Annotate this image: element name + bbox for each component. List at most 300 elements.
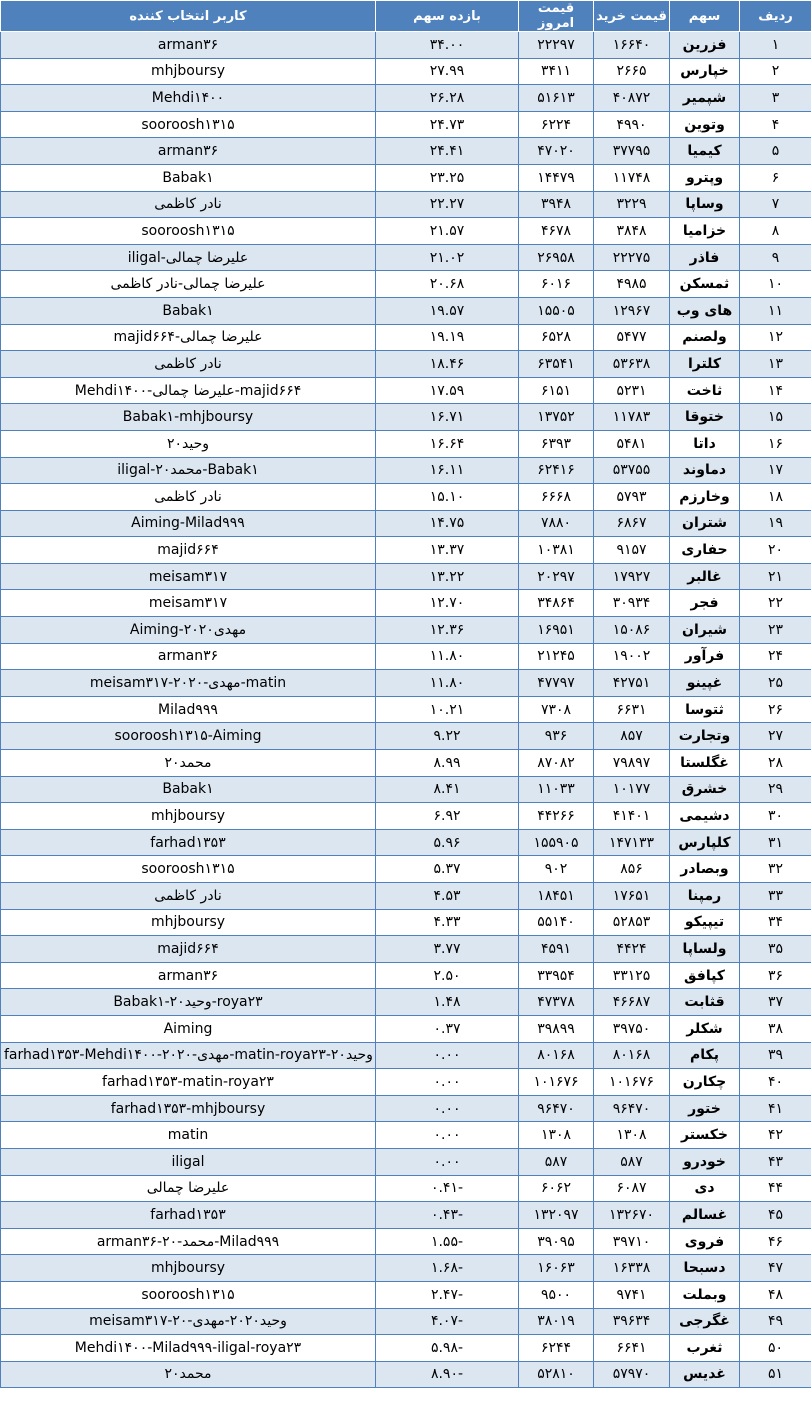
buy-price-cell: ۷۹۸۹۷ (594, 750, 670, 777)
return-cell: ۱۰.۲۱ (376, 696, 519, 723)
buy-price-cell: ۱۹۰۰۲ (594, 643, 670, 670)
symbol-cell: کلترا (670, 351, 740, 378)
return-cell: ۸.۹۹ (376, 750, 519, 777)
header-today-price: قیمت امروز (519, 1, 594, 32)
today-price-cell: ۴۷۰۲۰ (519, 138, 594, 165)
return-cell: ۰.۰۰ (376, 1095, 519, 1122)
table-row (1, 1069, 811, 1096)
table-row (1, 111, 811, 138)
today-price-cell: ۶۳۵۴۱ (519, 351, 594, 378)
buy-price-cell: ۶۰۸۷ (594, 1175, 670, 1202)
symbol-cell: ثغرب (670, 1335, 740, 1362)
table-row (1, 1281, 811, 1308)
rank-cell: ۲۷ (740, 723, 811, 750)
return-cell: ۵.۳۷ (376, 856, 519, 883)
table-row (1, 218, 811, 245)
user-cell: Aiming-Milad۹۹۹ (1, 510, 376, 537)
rank-cell: ۴ (740, 111, 811, 138)
return-cell: -۰.۴۱ (376, 1175, 519, 1202)
table-row (1, 856, 811, 883)
table-row (1, 670, 811, 697)
symbol-cell: شپمیر (670, 85, 740, 112)
return-cell: ۱۶.۶۴ (376, 430, 519, 457)
user-cell: Mehdi۱۴۰۰-Milad۹۹۹-iligal-roya۲۳ (1, 1335, 376, 1362)
return-cell: ۱۳.۲۲ (376, 563, 519, 590)
symbol-cell: پکام (670, 1042, 740, 1069)
table-row (1, 510, 811, 537)
buy-price-cell: ۵۷۹۳ (594, 484, 670, 511)
symbol-cell: غگرجی (670, 1308, 740, 1335)
symbol-cell: ختوقا (670, 404, 740, 431)
buy-price-cell: ۱۷۶۵۱ (594, 883, 670, 910)
user-cell: Aiming-مهدی۲۰۲۰ (1, 617, 376, 644)
today-price-cell: ۹۰۲ (519, 856, 594, 883)
rank-cell: ۱۸ (740, 484, 811, 511)
table-row (1, 351, 811, 378)
symbol-cell: ولصنم (670, 324, 740, 351)
buy-price-cell: ۵۷۹۷۰ (594, 1361, 670, 1388)
table-row (1, 1175, 811, 1202)
buy-price-cell: ۱۳۲۶۷۰ (594, 1202, 670, 1229)
table-row (1, 271, 811, 298)
user-cell: نادر کاظمی (1, 191, 376, 218)
return-cell: ۲۱.۵۷ (376, 218, 519, 245)
rank-cell: ۱۲ (740, 324, 811, 351)
user-cell: Babak۱ (1, 297, 376, 324)
user-cell: sooroosh۱۳۱۵ (1, 856, 376, 883)
return-cell: ۴.۵۳ (376, 883, 519, 910)
table-row (1, 32, 811, 59)
user-cell: majid۶۶۴ (1, 537, 376, 564)
symbol-cell: داتا (670, 430, 740, 457)
rank-cell: ۴۲ (740, 1122, 811, 1149)
buy-price-cell: ۹۱۵۷ (594, 537, 670, 564)
user-cell: meisam۳۱۷-۲۰۲۰-مهدی-matin (1, 670, 376, 697)
symbol-cell: ختور (670, 1095, 740, 1122)
table-row (1, 457, 811, 484)
today-price-cell: ۱۴۴۷۹ (519, 164, 594, 191)
buy-price-cell: ۱۲۹۶۷ (594, 297, 670, 324)
table-row (1, 484, 811, 511)
return-cell: ۲۴.۴۱ (376, 138, 519, 165)
today-price-cell: ۵۵۱۴۰ (519, 909, 594, 936)
return-cell: ۲۳.۲۵ (376, 164, 519, 191)
buy-price-cell: ۱۵۰۸۶ (594, 617, 670, 644)
symbol-cell: ولساپا (670, 936, 740, 963)
user-cell: majid۶۶۴-علیرضا چمالی (1, 324, 376, 351)
user-cell: Aiming (1, 1015, 376, 1042)
buy-price-cell: ۳۳۱۲۵ (594, 962, 670, 989)
today-price-cell: ۱۰۱۶۷۶ (519, 1069, 594, 1096)
buy-price-cell: ۱۷۹۲۷ (594, 563, 670, 590)
user-cell: Babak۱ (1, 164, 376, 191)
today-price-cell: ۲۰۲۹۷ (519, 563, 594, 590)
user-cell: farhad۱۳۵۳-mhjboursy (1, 1095, 376, 1122)
table-row (1, 1202, 811, 1229)
today-price-cell: ۱۳۲۰۹۷ (519, 1202, 594, 1229)
symbol-cell: خپارس (670, 58, 740, 85)
user-cell: وحید۲۰ (1, 430, 376, 457)
user-cell: meisam۳۱۷ (1, 590, 376, 617)
buy-price-cell: ۹۶۴۷۰ (594, 1095, 670, 1122)
return-cell: ۰.۳۷ (376, 1015, 519, 1042)
table-row (1, 617, 811, 644)
user-cell: arman۳۶-۲۰-محمد-Milad۹۹۹ (1, 1228, 376, 1255)
buy-price-cell: ۵۸۷ (594, 1148, 670, 1175)
table-row (1, 829, 811, 856)
user-cell: arman۳۶ (1, 138, 376, 165)
buy-price-cell: ۸۵۶ (594, 856, 670, 883)
symbol-cell: ثاخت (670, 377, 740, 404)
table-row (1, 1228, 811, 1255)
buy-price-cell: ۳۹۷۱۰ (594, 1228, 670, 1255)
today-price-cell: ۸۰۱۶۸ (519, 1042, 594, 1069)
return-cell: -۰.۴۳ (376, 1202, 519, 1229)
today-price-cell: ۱۶۰۶۳ (519, 1255, 594, 1282)
rank-cell: ۴۸ (740, 1281, 811, 1308)
buy-price-cell: ۱۳۰۸ (594, 1122, 670, 1149)
rank-cell: ۳۹ (740, 1042, 811, 1069)
return-cell: ۱۲.۷۰ (376, 590, 519, 617)
today-price-cell: ۱۵۵۹۰۵ (519, 829, 594, 856)
table-row (1, 324, 811, 351)
today-price-cell: ۷۳۰۸ (519, 696, 594, 723)
table-row (1, 723, 811, 750)
symbol-cell: خشرق (670, 776, 740, 803)
user-cell: arman۳۶ (1, 643, 376, 670)
today-price-cell: ۶۰۱۶ (519, 271, 594, 298)
return-cell: -۲.۴۷ (376, 1281, 519, 1308)
user-cell: farhad۱۳۵۳-matin-roya۲۳ (1, 1069, 376, 1096)
user-cell: Mehdi۱۴۰۰-علیرضا چمالی-majid۶۶۴ (1, 377, 376, 404)
buy-price-cell: ۱۰۱۷۷ (594, 776, 670, 803)
rank-cell: ۲۴ (740, 643, 811, 670)
symbol-cell: فرآور (670, 643, 740, 670)
symbol-cell: فزرین (670, 32, 740, 59)
table-row (1, 936, 811, 963)
user-cell: farhad۱۳۵۳ (1, 829, 376, 856)
buy-price-cell: ۴۹۸۵ (594, 271, 670, 298)
table-row (1, 191, 811, 218)
table-row (1, 138, 811, 165)
symbol-cell: وتوین (670, 111, 740, 138)
return-cell: ۱۱.۸۰ (376, 670, 519, 697)
today-price-cell: ۹۳۶ (519, 723, 594, 750)
rank-cell: ۲۶ (740, 696, 811, 723)
today-price-cell: ۳۹۴۸ (519, 191, 594, 218)
return-cell: ۲۶.۲۸ (376, 85, 519, 112)
symbol-cell: غالبر (670, 563, 740, 590)
today-price-cell: ۱۰۳۸۱ (519, 537, 594, 564)
symbol-cell: دشیمی (670, 803, 740, 830)
symbol-cell: های وب (670, 297, 740, 324)
rank-cell: ۱۶ (740, 430, 811, 457)
table-row (1, 85, 811, 112)
table-row (1, 696, 811, 723)
rank-cell: ۲۰ (740, 537, 811, 564)
user-cell: محمد۲۰ (1, 750, 376, 777)
return-cell: ۸.۴۱ (376, 776, 519, 803)
today-price-cell: ۶۶۶۸ (519, 484, 594, 511)
buy-price-cell: ۳۸۴۸ (594, 218, 670, 245)
user-cell: farhad۱۳۵۳-Mehdi۱۴۰۰-۲۰۲۰-مهدی-matin-roya۲۳-وحید۲۰ (1, 1042, 376, 1069)
return-cell: ۰.۰۰ (376, 1069, 519, 1096)
table-row (1, 1335, 811, 1362)
buy-price-cell: ۱۰۱۶۷۶ (594, 1069, 670, 1096)
symbol-cell: خزامیا (670, 218, 740, 245)
today-price-cell: ۴۵۹۱ (519, 936, 594, 963)
rank-cell: ۳۳ (740, 883, 811, 910)
user-cell: Mehdi۱۴۰۰ (1, 85, 376, 112)
user-cell: sooroosh۱۳۱۵ (1, 1281, 376, 1308)
rank-cell: ۳۱ (740, 829, 811, 856)
return-cell: ۰.۰۰ (376, 1122, 519, 1149)
rank-cell: ۲۱ (740, 563, 811, 590)
buy-price-cell: ۵۳۶۳۸ (594, 351, 670, 378)
buy-price-cell: ۳۲۲۹ (594, 191, 670, 218)
buy-price-cell: ۴۹۹۰ (594, 111, 670, 138)
table-row (1, 1015, 811, 1042)
rank-cell: ۴۷ (740, 1255, 811, 1282)
rank-cell: ۴۴ (740, 1175, 811, 1202)
return-cell: ۲.۵۰ (376, 962, 519, 989)
buy-price-cell: ۵۳۷۵۵ (594, 457, 670, 484)
return-cell: ۲۰.۶۸ (376, 271, 519, 298)
symbol-cell: شیران (670, 617, 740, 644)
rank-cell: ۳ (740, 85, 811, 112)
table-row (1, 883, 811, 910)
today-price-cell: ۴۴۲۶۶ (519, 803, 594, 830)
buy-price-cell: ۸۰۱۶۸ (594, 1042, 670, 1069)
buy-price-cell: ۳۹۶۳۴ (594, 1308, 670, 1335)
user-cell: Babak۱-mhjboursy (1, 404, 376, 431)
header-return: بازده سهم (376, 1, 519, 32)
today-price-cell: ۱۱۰۳۳ (519, 776, 594, 803)
user-cell: محمد۲۰ (1, 1361, 376, 1388)
buy-price-cell: ۲۲۲۷۵ (594, 244, 670, 271)
return-cell: ۱۴.۷۵ (376, 510, 519, 537)
user-cell: علیرضا چمالی (1, 1175, 376, 1202)
return-cell: ۱۲.۳۶ (376, 617, 519, 644)
rank-cell: ۳۵ (740, 936, 811, 963)
rank-cell: ۳۲ (740, 856, 811, 883)
today-price-cell: ۱۳۰۸ (519, 1122, 594, 1149)
rank-cell: ۵۱ (740, 1361, 811, 1388)
user-cell: mhjboursy (1, 1255, 376, 1282)
symbol-cell: دی (670, 1175, 740, 1202)
rank-cell: ۲ (740, 58, 811, 85)
return-cell: ۱۶.۱۱ (376, 457, 519, 484)
buy-price-cell: ۴۴۲۴ (594, 936, 670, 963)
return-cell: ۲۱.۰۲ (376, 244, 519, 271)
rank-cell: ۳۷ (740, 989, 811, 1016)
user-cell: iligal (1, 1148, 376, 1175)
table-row (1, 537, 811, 564)
symbol-cell: کپافق (670, 962, 740, 989)
today-price-cell: ۲۶۹۵۸ (519, 244, 594, 271)
today-price-cell: ۶۳۹۳ (519, 430, 594, 457)
rank-cell: ۱۰ (740, 271, 811, 298)
symbol-cell: وبملت (670, 1281, 740, 1308)
symbol-cell: غسالم (670, 1202, 740, 1229)
table-body (1, 32, 811, 1388)
today-price-cell: ۶۰۶۲ (519, 1175, 594, 1202)
today-price-cell: ۵۲۸۱۰ (519, 1361, 594, 1388)
return-cell: ۶.۹۲ (376, 803, 519, 830)
return-cell: ۰.۰۰ (376, 1042, 519, 1069)
symbol-cell: رمپنا (670, 883, 740, 910)
table-row (1, 962, 811, 989)
symbol-cell: فروی (670, 1228, 740, 1255)
today-price-cell: ۵۱۶۱۳ (519, 85, 594, 112)
symbol-cell: غگلستا (670, 750, 740, 777)
return-cell: -۸.۹۰ (376, 1361, 519, 1388)
today-price-cell: ۶۲۲۴ (519, 111, 594, 138)
user-cell: sooroosh۱۳۱۵ (1, 111, 376, 138)
rank-cell: ۳۸ (740, 1015, 811, 1042)
rank-cell: ۴۹ (740, 1308, 811, 1335)
table-row (1, 1308, 811, 1335)
table-row (1, 164, 811, 191)
symbol-cell: حفاری (670, 537, 740, 564)
table-row (1, 244, 811, 271)
table-row (1, 590, 811, 617)
rank-cell: ۱۷ (740, 457, 811, 484)
user-cell: mhjboursy (1, 909, 376, 936)
today-price-cell: ۷۸۸۰ (519, 510, 594, 537)
return-cell: -۱.۵۵ (376, 1228, 519, 1255)
rank-cell: ۴۳ (740, 1148, 811, 1175)
buy-price-cell: ۳۷۷۹۵ (594, 138, 670, 165)
user-cell: farhad۱۳۵۳ (1, 1202, 376, 1229)
rank-cell: ۴۵ (740, 1202, 811, 1229)
header-row (1, 1, 811, 32)
buy-price-cell: ۳۹۷۵۰ (594, 1015, 670, 1042)
symbol-cell: وساپا (670, 191, 740, 218)
rank-cell: ۳۰ (740, 803, 811, 830)
today-price-cell: ۴۷۳۷۸ (519, 989, 594, 1016)
user-cell: sooroosh۱۳۱۵-Aiming (1, 723, 376, 750)
today-price-cell: ۴۷۷۹۷ (519, 670, 594, 697)
return-cell: ۲۷.۹۹ (376, 58, 519, 85)
user-cell: arman۳۶ (1, 32, 376, 59)
return-cell: ۱۳.۳۷ (376, 537, 519, 564)
rank-cell: ۱۳ (740, 351, 811, 378)
table-row (1, 1122, 811, 1149)
table-row (1, 909, 811, 936)
user-cell: majid۶۶۴ (1, 936, 376, 963)
rank-cell: ۲۵ (740, 670, 811, 697)
today-price-cell: ۲۱۲۴۵ (519, 643, 594, 670)
return-cell: -۱.۶۸ (376, 1255, 519, 1282)
return-cell: ۱۵.۱۰ (376, 484, 519, 511)
return-cell: ۵.۹۶ (376, 829, 519, 856)
symbol-cell: تیپیکو (670, 909, 740, 936)
buy-price-cell: ۶۶۳۱ (594, 696, 670, 723)
today-price-cell: ۶۵۲۸ (519, 324, 594, 351)
today-price-cell: ۸۷۰۸۲ (519, 750, 594, 777)
rank-cell: ۶ (740, 164, 811, 191)
rank-cell: ۱۱ (740, 297, 811, 324)
today-price-cell: ۳۹۸۹۹ (519, 1015, 594, 1042)
return-cell: ۱۸.۴۶ (376, 351, 519, 378)
buy-price-cell: ۸۵۷ (594, 723, 670, 750)
header-symbol: سهم (670, 1, 740, 32)
symbol-cell: کلپارس (670, 829, 740, 856)
today-price-cell: ۶۲۴۱۶ (519, 457, 594, 484)
today-price-cell: ۳۴۸۶۴ (519, 590, 594, 617)
buy-price-cell: ۹۷۴۱ (594, 1281, 670, 1308)
table-row (1, 563, 811, 590)
rank-cell: ۴۶ (740, 1228, 811, 1255)
symbol-cell: شکلر (670, 1015, 740, 1042)
table-row (1, 430, 811, 457)
table-row (1, 643, 811, 670)
user-cell: mhjboursy (1, 58, 376, 85)
user-cell: meisam۳۱۷ (1, 563, 376, 590)
symbol-cell: غپینو (670, 670, 740, 697)
user-cell: iligal-علیرضا چمالی (1, 244, 376, 271)
rank-cell: ۱۵ (740, 404, 811, 431)
symbol-cell: خکستر (670, 1122, 740, 1149)
return-cell: ۰.۰۰ (376, 1148, 519, 1175)
buy-price-cell: ۴۰۸۷۲ (594, 85, 670, 112)
symbol-cell: غدیس (670, 1361, 740, 1388)
table-row (1, 750, 811, 777)
return-cell: ۱۹.۵۷ (376, 297, 519, 324)
symbol-cell: خودرو (670, 1148, 740, 1175)
table-row (1, 1255, 811, 1282)
buy-price-cell: ۵۲۳۱ (594, 377, 670, 404)
rank-cell: ۲۲ (740, 590, 811, 617)
user-cell: Babak۱-وحید۲۰-roya۲۳ (1, 989, 376, 1016)
symbol-cell: دسبحا (670, 1255, 740, 1282)
buy-price-cell: ۱۶۶۴۰ (594, 32, 670, 59)
return-cell: ۱۹.۱۹ (376, 324, 519, 351)
rank-cell: ۲۸ (740, 750, 811, 777)
buy-price-cell: ۴۱۴۰۱ (594, 803, 670, 830)
user-cell: Milad۹۹۹ (1, 696, 376, 723)
rank-cell: ۵۰ (740, 1335, 811, 1362)
today-price-cell: ۳۹۰۹۵ (519, 1228, 594, 1255)
rank-cell: ۱۴ (740, 377, 811, 404)
table-row (1, 1361, 811, 1388)
buy-price-cell: ۱۱۷۸۳ (594, 404, 670, 431)
symbol-cell: قثابت (670, 989, 740, 1016)
user-cell: sooroosh۱۳۱۵ (1, 218, 376, 245)
user-cell: نادر کاظمی (1, 484, 376, 511)
symbol-cell: فجر (670, 590, 740, 617)
symbol-cell: چکارن (670, 1069, 740, 1096)
today-price-cell: ۲۲۲۹۷ (519, 32, 594, 59)
table-row (1, 1042, 811, 1069)
today-price-cell: ۱۸۴۵۱ (519, 883, 594, 910)
user-cell: meisam۳۱۷-۲۰-وحید۲۰۲۰-مهدی (1, 1308, 376, 1335)
symbol-cell: وخارزم (670, 484, 740, 511)
return-cell: ۳۴.۰۰ (376, 32, 519, 59)
buy-price-cell: ۴۶۶۸۷ (594, 989, 670, 1016)
table-row (1, 377, 811, 404)
rank-cell: ۱۹ (740, 510, 811, 537)
table-row (1, 989, 811, 1016)
table-row (1, 803, 811, 830)
table-row (1, 58, 811, 85)
symbol-cell: دماوند (670, 457, 740, 484)
table-row (1, 776, 811, 803)
today-price-cell: ۳۳۹۵۴ (519, 962, 594, 989)
today-price-cell: ۶۱۵۱ (519, 377, 594, 404)
symbol-cell: شتران (670, 510, 740, 537)
